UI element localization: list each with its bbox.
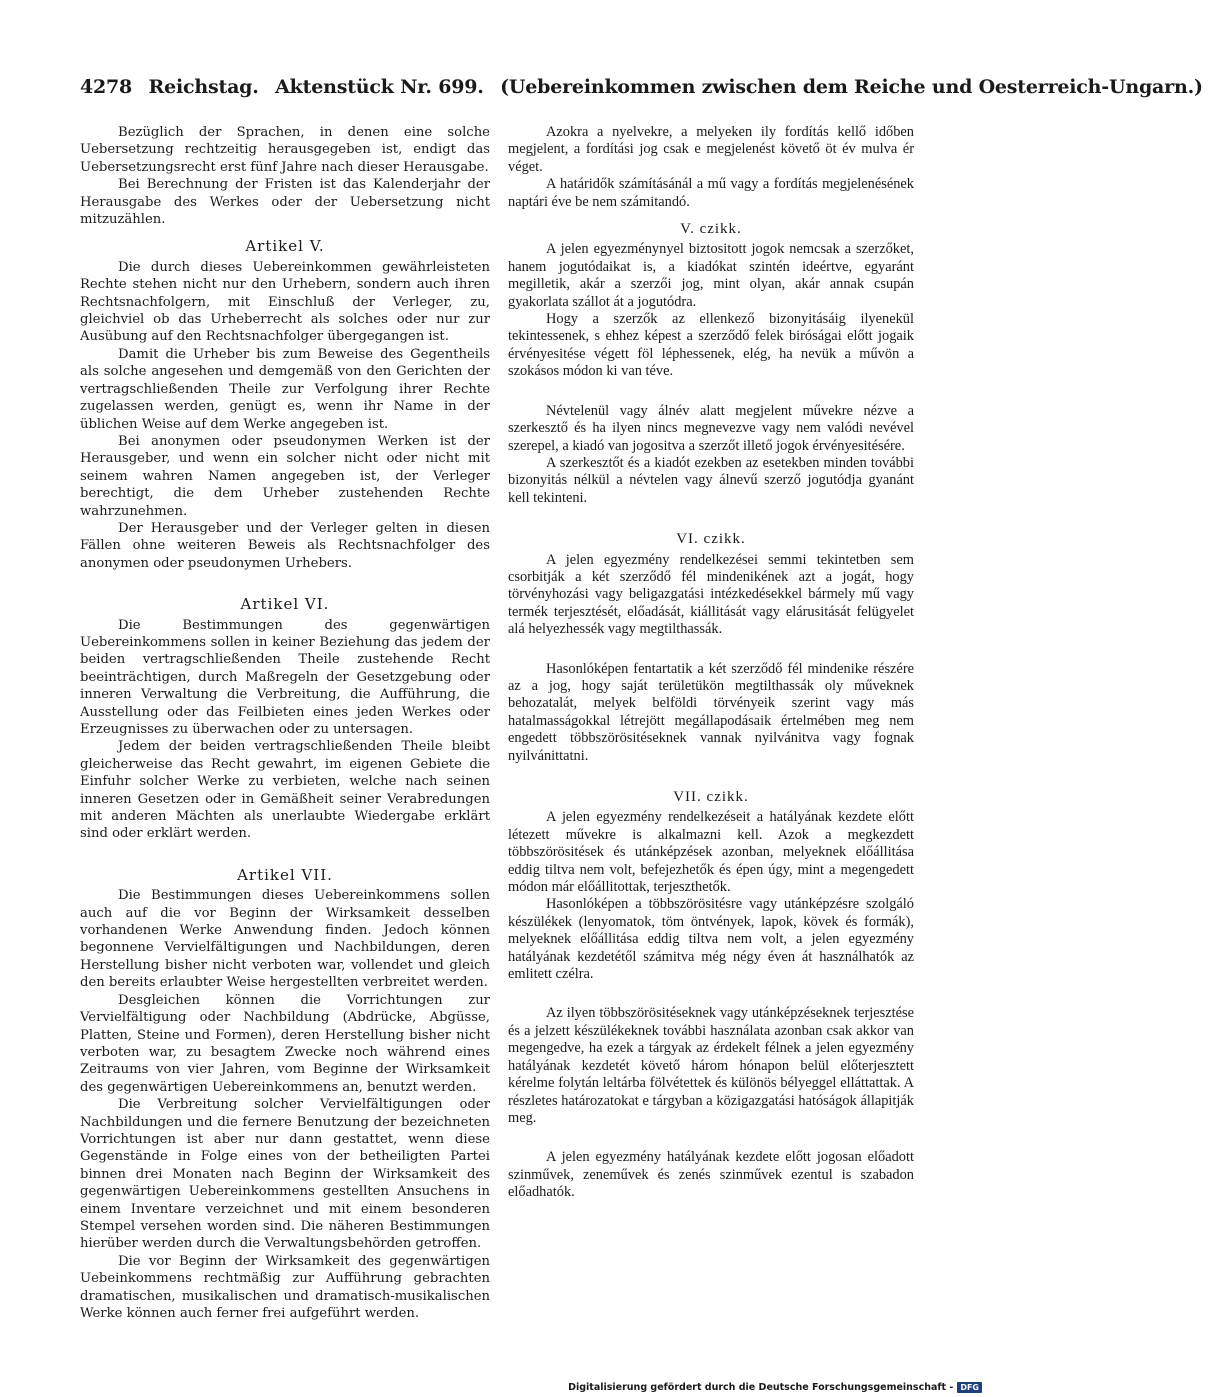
paragraph: Der Herausgeber und der Verleger gelten in diesen Fällen ohne weiteren Beweis als Rechtsnachfolger des anonymen oder pseudonymen Urhebers. — [80, 520, 490, 571]
paragraph: Névtelenül vagy álnév alatt megjelent művekre nézve a szerkesztő és ha ilyen nincs megnevezve vagy nem valódi nevével szerepel, a kiadó van jogositva a szerzőt illető jogok érvényesitésére. — [508, 402, 914, 454]
article-heading: Artikel V. — [245, 237, 325, 256]
paragraph: A jelen egyezménynyel biztositott jogok nemcsak a szerzőket, hanem jogutódaikat is, a kiadókat szintén ideértve, egyaránt megilletik, akár a szerzői jog, mint olyan, akár annak csupán gyakorlata szállot át a jogutódra. — [508, 241, 914, 310]
paragraph: Bezüglich der Sprachen, in denen eine solche Uebersetzung rechtzeitig herausgegeben ist, endigt das Uebersetzungsrecht erst fünf Jahre nach dieser Herausgabe. — [80, 125, 490, 175]
paragraph: Hasonlóképen fentartatik a két szerződő fél mindenike részére az a jog, hogy saját területükön megtilthassák oly műveknek behozatalát, melyek belföldi törvényeik szerint vagy más hatalmasságokkal létrejött megállapodásaik értelmében meg nem engedett többszörösitéseknek vannak nyilvánitva vagy fognak nyilvánittatni. — [508, 660, 914, 764]
article-heading: V. czikk. — [680, 221, 742, 238]
article-heading: VII. czikk. — [673, 789, 749, 805]
page-number: 4278 — [80, 76, 133, 98]
paragraph: Jedem der beiden vertragschließenden Theile bleibt gleicherweise das Recht gewahrt, im eigenen Gebiete die Einfuhr solcher Werke zu verbieten, welche nach seinen inneren Gesetzen oder in Gemäßheit seiner Verabredungen mit anderen Mächten als unerlaubte Wiedergabe erklärt sind oder erklärt werden. — [80, 739, 490, 842]
hungarian-column — [508, 124, 914, 1202]
document-number: Aktenstück Nr. 699. — [275, 76, 484, 98]
article-heading: VI. czikk. — [676, 531, 746, 548]
paragraph: Die Bestimmungen dieses Uebereinkommens sollen auch auf die vor Beginn der Wirksamkeit desselben vorhandenen Werke Anwendung finden. Jedoch können begonnene Vervielfältigungen und Nachbildungen, deren Herstellung bisher nicht verboten war, vollendet und gleich den bereits erlaubter Weise hergestellten verbreitet werden. — [80, 888, 490, 991]
publication-name: Reichstag. — [148, 76, 259, 98]
paragraph: A jelen egyezmény rendelkezéseit a hatályának kezdete előtt létezett művekre is alkalmazni kell. Azok a megkezdett többszörösitések és utánképzések azonban, melyeknek előállitása eddig tiltva nem volt, befejezhetők és épen úgy, mint a megengedett módon már előállitottak, terjeszthetők. — [508, 809, 914, 896]
article-heading: Artikel VI. — [240, 595, 330, 614]
page-header — [80, 76, 1203, 98]
paragraph: Die Bestimmungen des gegenwärtigen Uebereinkommens sollen in keiner Beziehung das jedem der beiden vertragschließenden Theile zustehende Recht beeinträchtigen, durch Maßregeln der Gesetzgebung oder inneren Verwaltung die Verbreitung, die Aufführung, die Ausstellung oder das Feilbieten eines jeden Werkes oder Erzeugnisses zu überwachen oder zu untersagen. — [80, 617, 490, 737]
paragraph: Bei Berechnung der Fristen ist das Kalenderjahr der Herausgabe des Werkes oder der Uebersetzung nicht mitzuzählen. — [80, 177, 490, 228]
digitization-credit — [568, 1382, 982, 1393]
paragraph: A határidők számításánál a mű vagy a fordítás megjelenésének naptári éve be nem számitandó. — [508, 176, 914, 210]
paragraph: Bei anonymen oder pseudonymen Werken ist der Herausgeber, und wenn ein solcher nicht oder nicht mit seinem wahren Namen angegeben ist, der Verleger berechtigt, die dem Urheber zustehenden Rechte wahrzunehmen. — [80, 433, 490, 519]
paragraph: Hasonlóképen a többszörösitésre vagy utánképzésre szolgáló készülékek (lenyomatok, töm öntvények, lapok, kövek és formák), melyeknek előállitása eddig tiltva nem volt, a jelen egyezmény hatályának kezdetétől számitva még négy éven át használhatók az emlitett czélra. — [508, 896, 914, 983]
paragraph: Die Verbreitung solcher Vervielfältigungen oder Nachbildungen und die fernere Benutzung der bezeichneten Vorrichtungen ist aber nur dann gestattet, wenn diese Gegenstände in Folge eines von der betheiligten Partei binnen drei Monaten nach Beginn der Wirksamkeit des gegenwärtigen Uebereinkommens gestellten Ansuchens in einem Inventare verzeichnet und mit einem besonderen Stempel versehen worden sind. Die näheren Bestimmungen hierüber werden durch die Verwaltungsbehörden getroffen. — [80, 1097, 490, 1252]
credit-text: Digitalisierung gefördert durch die Deutsche Forschungsgemeinschaft - — [568, 1382, 954, 1393]
paragraph: A jelen egyezmény rendelkezései semmi tekintetben sem csorbitják a két szerződő fél mindenikének azt a jogát, hogy törvényhozási vagy beligazgatási intézkedésekkel bármely mű vagy termék terjesztését, előadását, kiállitását vagy elárusitását felügyelet alá helyezhessék vagy megtilthassák. — [508, 551, 914, 638]
paragraph: Desgleichen können die Vorrichtungen zur Vervielfältigung oder Nachbildung (Abdrücke, Abgüsse, Platten, Steine und Formen), deren Herstellung bisher nicht verboten war, zu besagtem Zwecke noch während eines Zeitraums von vier Jahren, vom Beginne der Wirksamkeit des gegenwärtigen Uebereinkommens an, benutzt werden. — [80, 992, 490, 1095]
dfg-logo: DFG — [957, 1382, 982, 1393]
paragraph: A szerkesztőt és a kiadót ezekben az esetekben minden további bizonyitás nélkül a névtelen vagy álnevű szerző jogutódja gyanánt kell tekinteni. — [508, 454, 914, 506]
paragraph: Die vor Beginn der Wirksamkeit des gegenwärtigen Uebeinkommens rechtmäßig zur Aufführung gebrachten dramatischen, musikalischen und dramatisch-musikalischen Werke können auch ferner frei aufgeführt werden. — [80, 1253, 490, 1321]
paragraph: Azokra a nyelvekre, a melyeken ily fordítás kellő időben megjelent, a fordítási jog csak e megjelenést követő öt év mulva ér véget. — [508, 124, 914, 175]
paragraph: A jelen egyezmény hatályának kezdete előtt jogosan előadott szinművek, zeneművek és zenés szinművek ezentul is szabadon előadhatók. — [508, 1149, 914, 1201]
document-subject: (Uebereinkommen zwischen dem Reiche und Oesterreich-Ungarn.) — [500, 76, 1203, 98]
paragraph: Die durch dieses Uebereinkommen gewährleisteten Rechte stehen nicht nur den Urhebern, sondern auch ihren Rechtsnachfolgern, mit Einschluß der Verleger, zu, gleichviel ob das Urheberrecht als solches oder nur zur Ausübung auf den Rechtsnachfolger übergegangen ist. — [80, 259, 490, 345]
german-column — [80, 124, 490, 1322]
paragraph: Damit die Urheber bis zum Beweise des Gegentheils als solche angesehen und demgemäß von den Gerichten der vertragschließenden Theile zur Verfolgung ihrer Rechte zugelassen werden, genügt es, wenn ihr Name in der üblichen Weise auf dem Werke angegeben ist. — [80, 346, 490, 432]
paragraph: Az ilyen többszörösitéseknek vagy utánképzéseknek terjesztése és a jelzett készülékeknek további használata azonban csak akkor van megengedve, ha ezek a tárgyak az érdekelt félnek a jelen egyezmény hatályának kezdetét követő három hónapon belül előterjesztett kérelme folytán leltárba fölvétettek és különös bélyeggel elláttattak. A részletes határozatokat e tárgyban a közigazgatási hatóságok állapitják meg. — [508, 1005, 914, 1126]
article-heading: Artikel VII. — [237, 865, 333, 884]
paragraph: Hogy a szerzők az ellenkező bizonyitásáig ilyenekül tekintessenek, s ehhez képest a szerződő felek biróságai előtt jogaik érvényesitése végett föl léphessenek, elég, ha nevük a művön a szokásos módon ki van téve. — [508, 311, 914, 380]
